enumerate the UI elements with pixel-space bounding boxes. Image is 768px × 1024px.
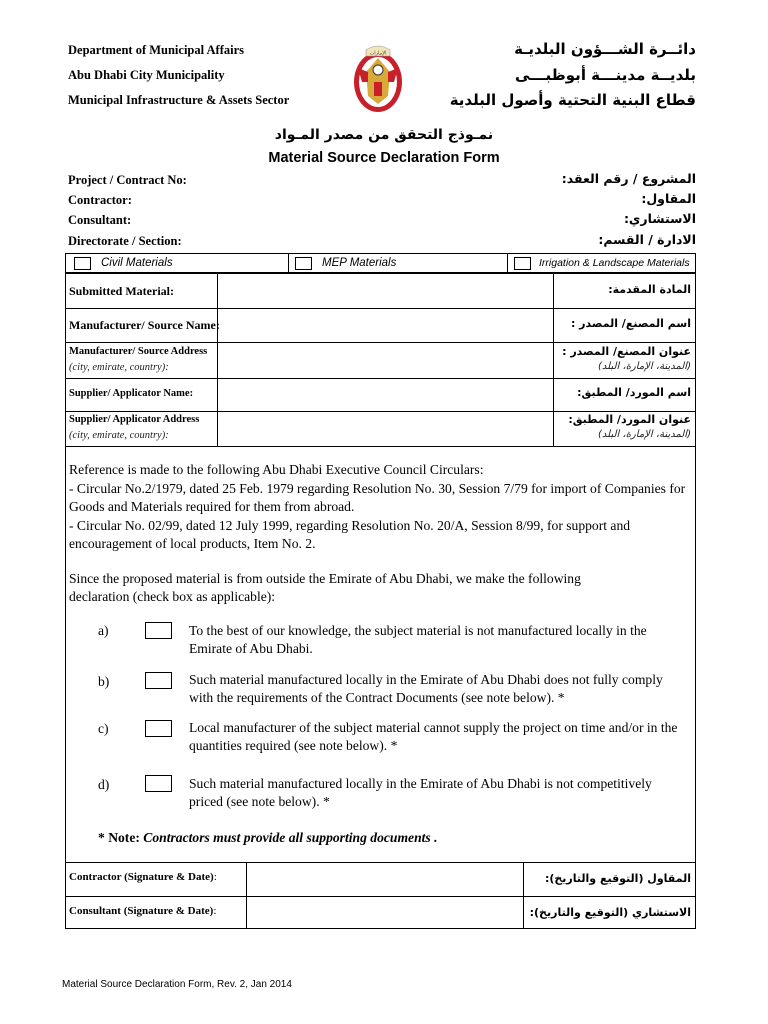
irrigation-materials-checkbox[interactable] — [514, 257, 531, 270]
supplier-address-label-ar: عنوان المورد/ المطبق: — [568, 413, 691, 426]
consultant-signature-label — [69, 905, 216, 917]
manufacturer-address-hint: (city, emirate, country): — [69, 362, 169, 373]
option-c-text: Local manufacturer of the subject material cannot supply the project on time and/or in the quantities required (see note below). * — [189, 720, 678, 753]
circular-1979: - Circular No.2/1979, dated 25 Feb. 1979 regarding Resolution No. 30, Session 7/79 for import of Companies for Goods and Materials required for them from abroad. — [69, 481, 686, 514]
form-title: Material Source Declaration Form — [268, 150, 500, 166]
submitted-material-label: Submitted Material: — [69, 284, 174, 298]
supplier-address-field[interactable] — [218, 412, 552, 445]
contractor-label-ar: المقاول: — [641, 191, 696, 206]
option-b-checkbox[interactable] — [145, 672, 172, 689]
header-department: Department of Municipal Affairs — [68, 43, 245, 57]
supporting-documents-note — [98, 830, 438, 846]
circulars-intro: Reference is made to the following Abu Dhabi Executive Council Circulars: — [69, 462, 484, 477]
category-mep[interactable] — [295, 254, 505, 272]
category-civil[interactable] — [74, 254, 284, 272]
consultant-label-ar: الاستشاري: — [623, 211, 696, 226]
category-label: Irrigation & Landscape Materials — [539, 257, 690, 269]
circular-1999: - Circular No. 02/99, dated 12 July 1999, regarding Resolution No. 20/A, Session 8/99, for support and encouragement of local products, Item No. 2. — [69, 518, 631, 551]
manufacturer-address-hint-ar: (المدينة، الإمارة، البلد) — [598, 361, 691, 372]
header-municipality-ar: بلديــة مدينـــة أبوظبـــى — [514, 66, 696, 84]
category-label: Civil Materials — [101, 257, 173, 269]
manufacturer-name-label-ar: اسم المصنع/ المصدر : — [570, 317, 691, 330]
directorate-label-ar: الادارة / القسم: — [598, 232, 696, 247]
declaration-statement: Since the proposed material is from outside the Emirate of Abu Dhabi, we make the following declaration (check box as applicable): — [69, 571, 581, 604]
consultant-signature-field[interactable] — [247, 897, 522, 928]
mep-materials-checkbox[interactable] — [295, 257, 312, 270]
submitted-material-field[interactable] — [218, 275, 552, 307]
project-contract-label-ar: المشروع / رقم العقد: — [561, 171, 696, 186]
option-letter: a) — [98, 623, 109, 638]
option-d-checkbox[interactable] — [145, 775, 172, 792]
header-sector-ar: قطاع البنية التحتية وأصول البلدية — [449, 91, 696, 109]
project-contract-label: Project / Contract No: — [68, 173, 187, 187]
option-letter: b) — [98, 674, 110, 689]
consultant-label: Consultant: — [68, 213, 132, 227]
contractor-signature-label — [69, 871, 217, 883]
supplier-name-field[interactable] — [218, 379, 552, 410]
contractor-label: Contractor: — [68, 193, 132, 207]
supplier-address-hint: (city, emirate, country): — [69, 430, 169, 441]
contractor-signature-text: Contractor (Signature & Date) — [69, 871, 214, 883]
option-a-checkbox[interactable] — [145, 622, 172, 639]
supplier-address-label: Supplier/ Applicator Address — [69, 414, 200, 425]
manufacturer-name-label: Manufacturer/ Source Name: — [69, 318, 220, 332]
colon: : — [213, 905, 217, 917]
consultant-signature-label-ar: الاستشاري (التوقيع والتاريخ): — [529, 906, 691, 919]
manufacturer-name-field[interactable] — [218, 309, 552, 341]
contractor-signature-field[interactable] — [247, 863, 522, 895]
material-category-bar — [65, 253, 696, 273]
manufacturer-address-field[interactable] — [218, 343, 552, 377]
abu-dhabi-emblem-icon — [346, 38, 410, 120]
manufacturer-address-label: Manufacturer/ Source Address — [69, 346, 208, 357]
header-department-ar: دائــرة الشـــؤون البلديـة — [514, 40, 696, 58]
contractor-signature-label-ar: المقاول (التوقيع والتاريخ): — [544, 872, 691, 885]
submitted-material-label-ar: المادة المقدمة: — [608, 283, 691, 296]
option-a-text: To the best of our knowledge, the subject material is not manufactured locally in the Emirate of Abu Dhabi. — [189, 623, 647, 656]
form-revision-footer: Material Source Declaration Form, Rev. 2, Jan 2014 — [62, 979, 292, 990]
header-sector: Municipal Infrastructure & Assets Sector — [68, 93, 290, 107]
option-c-checkbox[interactable] — [145, 720, 172, 737]
option-letter: d) — [98, 777, 110, 792]
emblem-banner-text: الإمارات — [369, 50, 387, 57]
supplier-name-label-ar: اسم المورد/ المطبق: — [577, 386, 691, 399]
option-letter: c) — [98, 721, 109, 736]
civil-materials-checkbox[interactable] — [74, 257, 91, 270]
supplier-name-label: Supplier/ Applicator Name: — [69, 388, 194, 399]
colon: : — [213, 871, 217, 883]
option-d-text: Such material manufactured locally in the Emirate of Abu Dhabi is not competitively priced (see note below). * — [189, 776, 652, 809]
directorate-label: Directorate / Section: — [68, 234, 182, 248]
category-label: MEP Materials — [322, 257, 397, 269]
note-text: Contractors must provide all supporting documents . — [143, 830, 438, 845]
manufacturer-address-label-ar: عنوان المصنع/ المصدر : — [562, 345, 691, 358]
option-b-text: Such material manufactured locally in the Emirate of Abu Dhabi does not fully comply with the requirements of the Contract Documents (see note below). * — [189, 672, 663, 705]
header-municipality: Abu Dhabi City Municipality — [68, 68, 225, 82]
consultant-signature-text: Consultant (Signature & Date) — [69, 905, 214, 917]
note-prefix: * Note: — [98, 830, 144, 845]
declaration-table — [65, 273, 696, 929]
supplier-address-hint-ar: (المدينة، الإمارة، البلد) — [598, 429, 691, 440]
category-irrigation[interactable] — [514, 254, 696, 272]
form-title-ar: نمـوذج التحقق من مصدر المـواد — [274, 127, 494, 143]
